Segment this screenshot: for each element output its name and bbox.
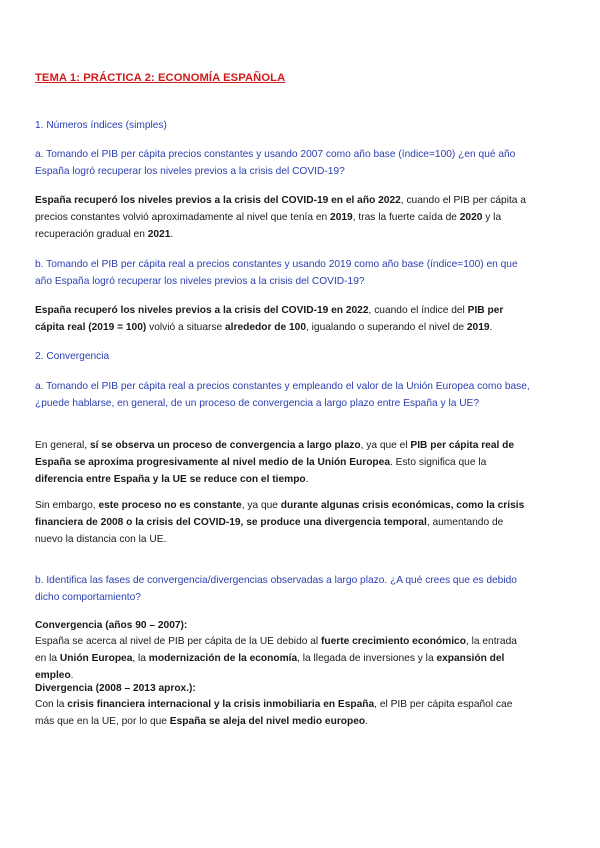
bold-text-run: España recuperó los niveles previos a la crisis del COVID-19 en el año 2022: [35, 195, 401, 206]
convergence-text: [35, 633, 530, 684]
text-run: , la: [132, 653, 149, 664]
bold-text-run: 2019: [330, 212, 353, 223]
bold-text-run: diferencia entre España y la UE se reduce con el tiempo: [35, 474, 306, 485]
bold-text-run: Unión Europea: [59, 653, 133, 664]
divergence-heading: Divergencia (2008 – 2013 aprox.):: [35, 683, 196, 694]
section-1-heading: 1. Números índices (simples): [35, 120, 167, 131]
convergence-heading: Convergencia (años 90 – 2007):: [35, 620, 188, 631]
answer-2a-paragraph-1: [35, 437, 530, 488]
document-title: TEMA 1: PRÁCTICA 2: ECONOMÍA ESPAÑOLA: [35, 72, 286, 84]
bold-text-run: durante algunas crisis económicas, como la crisis financiera de 2008 o la crisis del COVID-19, se produce una divergencia temporal: [35, 500, 525, 528]
bold-text-run: 2021: [147, 229, 171, 240]
text-run: , tras la fuerte caída de: [352, 212, 460, 223]
bold-text-run: alrededor de 100: [225, 322, 306, 333]
text-run: Sin embargo,: [35, 500, 99, 511]
text-run: , aumentando de nuevo la distancia con la UE.: [35, 517, 504, 545]
text-run: En general,: [35, 440, 90, 451]
section-2-heading: 2. Convergencia: [35, 351, 110, 362]
bold-text-run: crisis financiera internacional y la crisis inmobiliaria en España: [67, 699, 375, 710]
bold-text-run: PIB per cápita real (2019 = 100): [35, 305, 504, 333]
bold-text-run: fuerte crecimiento económico: [321, 636, 466, 647]
text-run: .: [305, 474, 309, 485]
bold-text-run: modernización de la economía: [148, 653, 298, 664]
bold-text-run: PIB per cápita real de España se aproxima progresivamente al nivel medio de la Unión Europea: [35, 440, 515, 468]
text-run: España se acerca al nivel de PIB per cápita de la UE debido al: [35, 636, 321, 647]
text-run: volvió a situarse: [146, 322, 226, 333]
text-run: .: [365, 716, 368, 727]
bold-text-run: 2019: [466, 322, 490, 333]
question-2a: a. Tomando el PIB per cápita real a precios constantes y empleando el valor de la Unión Europea como base, ¿puede hablarse, en general, de un proceso de convergencia a largo plazo entre España y la UE?: [35, 381, 530, 409]
answer-2a-paragraph-2: [35, 497, 530, 548]
text-run: . Esto significa que la: [389, 457, 487, 468]
text-run: , ya que el: [360, 440, 411, 451]
question-2b: b. Identifica las fases de convergencia/divergencias observadas a largo plazo. ¿A qué crees que es debido dicho comportamiento?: [35, 575, 517, 603]
bold-text-run: España se aleja del nivel medio europeo: [169, 716, 366, 727]
text-run: , ya que: [241, 500, 281, 511]
bold-text-run: España recuperó los niveles previos a la crisis del COVID-19 en 2022: [35, 305, 369, 316]
text-run: , la llegada de inversiones y la: [297, 653, 437, 664]
question-1b: b. Tomando el PIB per cápita real a precios constantes y usando 2019 como año base (índice=100) en que año España logró recuperar los niveles previos a la crisis del COVID-19?: [35, 259, 518, 287]
text-run: .: [70, 670, 74, 681]
text-run: , cuando el PIB per cápita a precios constantes volvió aproximadamente al nivel que tenía en: [35, 195, 526, 223]
divergence-text: [35, 696, 530, 730]
bold-text-run: este proceso no es constante: [98, 500, 242, 511]
text-run: y la recuperación gradual en: [35, 212, 502, 240]
text-run: .: [170, 229, 174, 240]
bold-text-run: sí se observa un proceso de convergencia a largo plazo: [89, 440, 361, 451]
answer-1a: [35, 192, 530, 243]
text-run: Con la: [35, 699, 68, 710]
bold-text-run: 2020: [459, 212, 483, 223]
text-run: , igualando o superando el nivel de: [306, 322, 467, 333]
text-run: , cuando el índice del: [368, 305, 468, 316]
answer-1b: [35, 302, 530, 336]
bold-text-run: expansión del empleo: [35, 653, 505, 681]
text-run: , el PIB per cápita español cae más que en la UE, por lo que: [35, 699, 513, 727]
text-run: .: [489, 322, 493, 333]
text-run: , la entrada en la: [35, 636, 517, 664]
question-1a: a. Tomando el PIB per cápita precios constantes y usando 2007 como año base (índice=100) ¿en qué año España logró recuperar los niveles previos a la crisis del COVID-19?: [35, 149, 516, 177]
